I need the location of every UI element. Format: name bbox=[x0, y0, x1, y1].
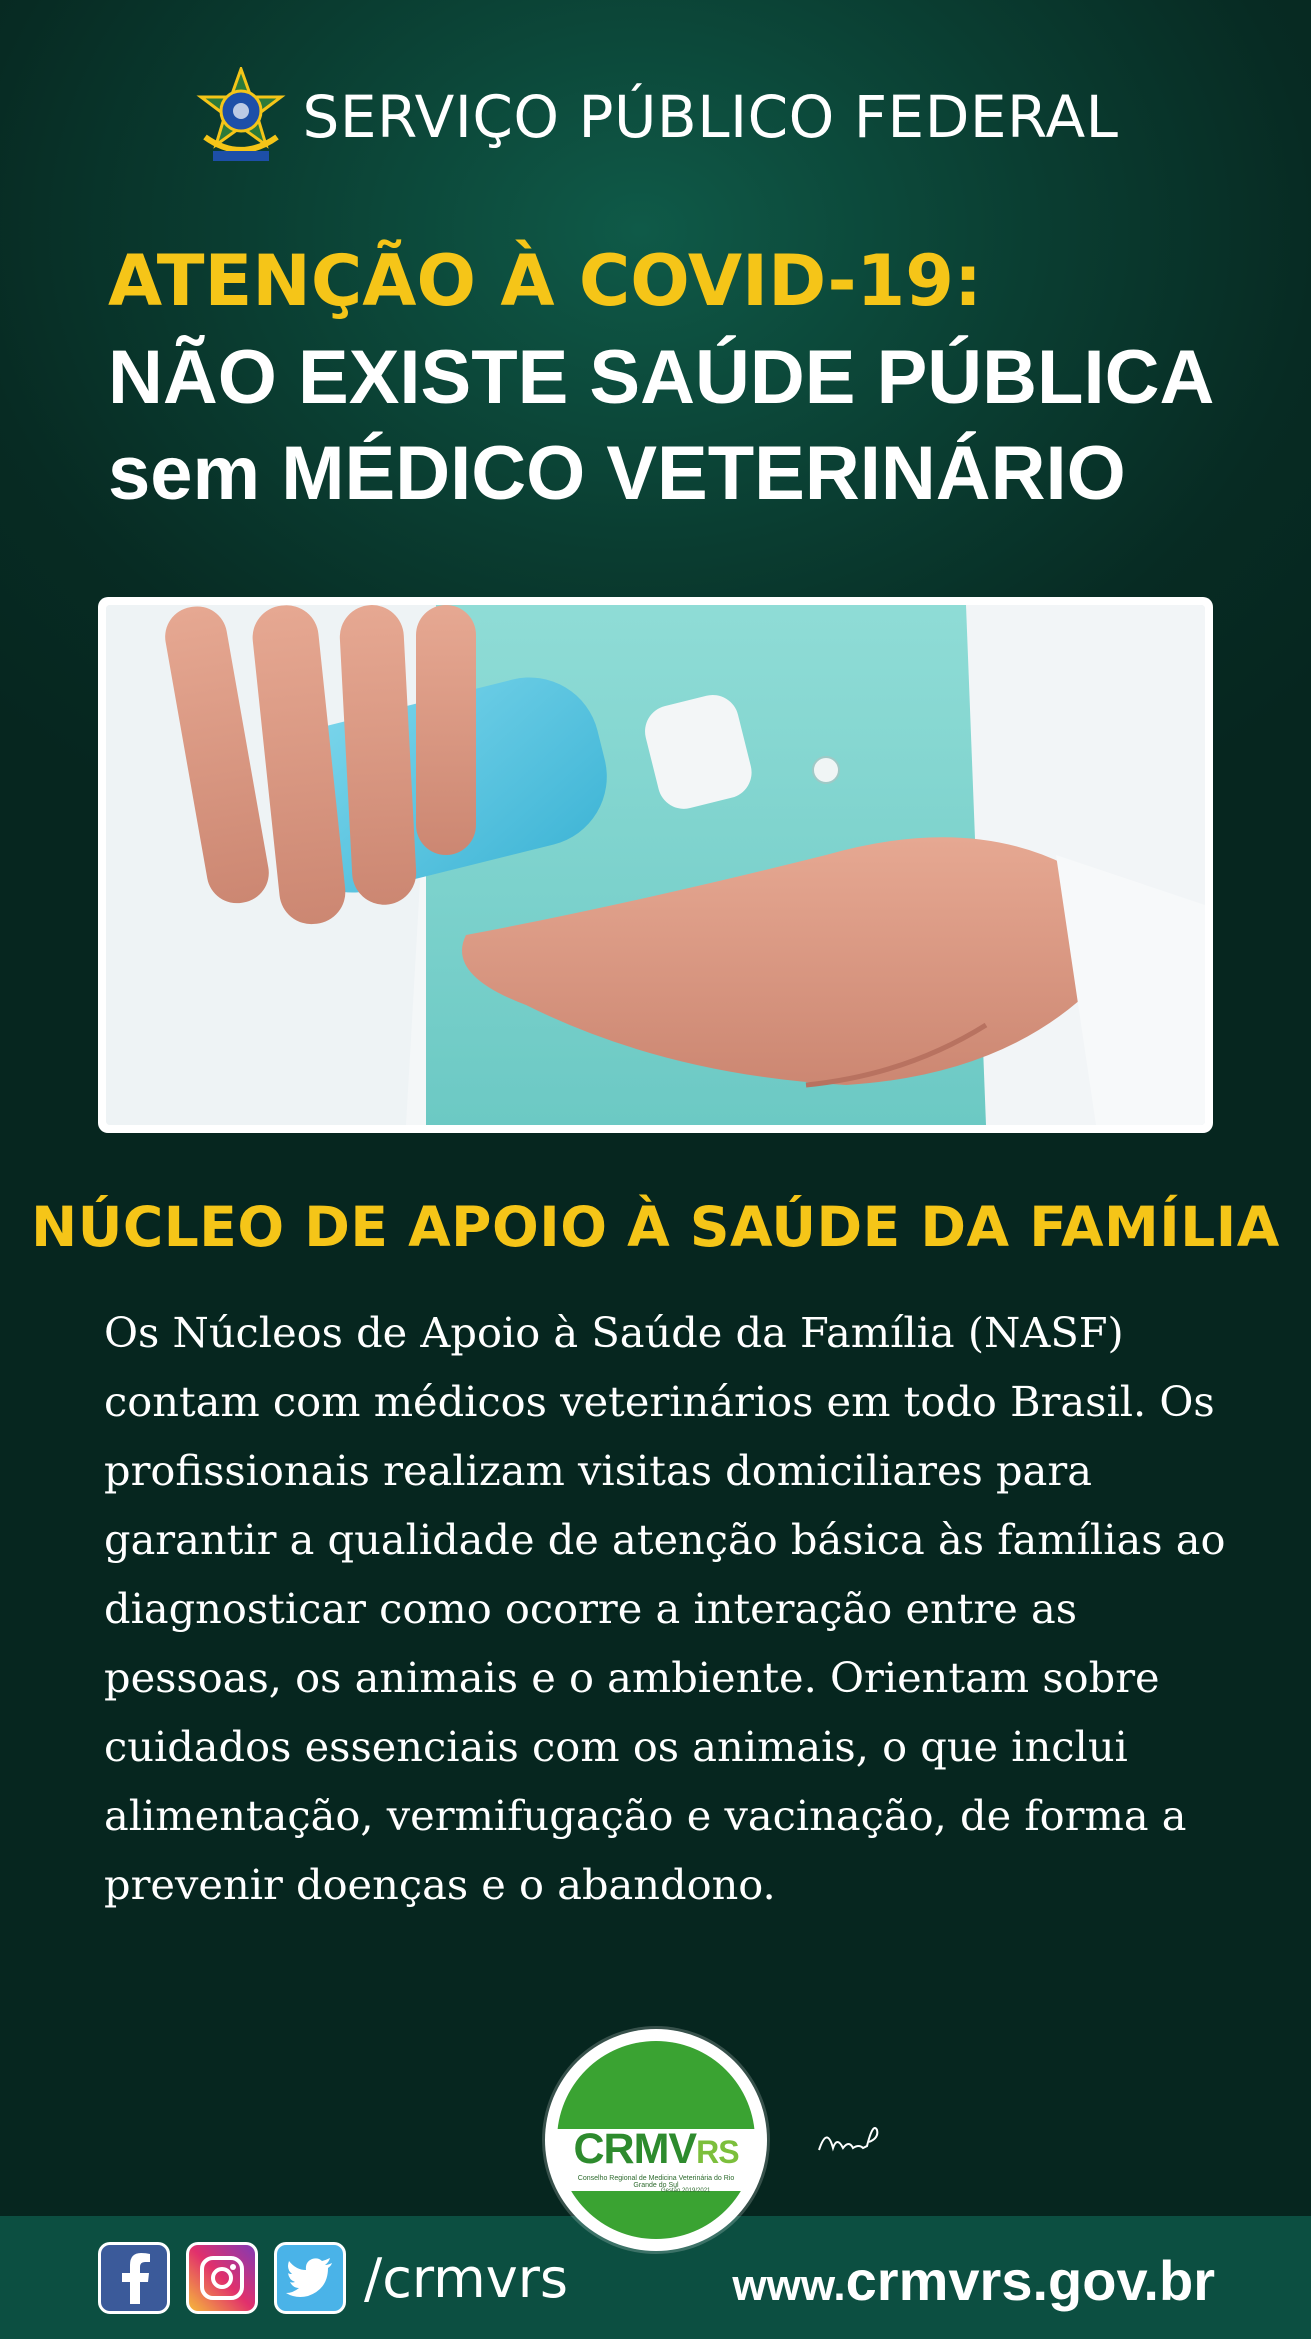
hand-sanitizer-photo bbox=[98, 597, 1213, 1133]
headline-covid: ATENÇÃO À COVID-19: bbox=[108, 240, 982, 322]
body-line: prevenir doenças e o abandono. bbox=[104, 1860, 776, 1909]
body-line: Os Núcleos de Apoio à Saúde da Família (NASF) bbox=[104, 1308, 1124, 1357]
logo-brand: CRMVRS bbox=[573, 2125, 739, 2173]
body-line: contam com médicos veterinários em todo Brasil. Os bbox=[104, 1377, 1215, 1426]
instagram-icon[interactable] bbox=[186, 2242, 258, 2314]
headline-line-2: NÃO EXISTE SAÚDE PÚBLICA bbox=[108, 335, 1215, 420]
body-line: profissionais realizam visitas domiciliares para bbox=[104, 1446, 1092, 1495]
website-link[interactable]: www.crmvrs.gov.br bbox=[732, 2249, 1215, 2312]
header bbox=[0, 62, 1311, 172]
body-line: garantir a qualidade de atenção básica às famílias ao bbox=[104, 1515, 1226, 1564]
facebook-icon[interactable] bbox=[98, 2242, 170, 2314]
twitter-icon[interactable] bbox=[274, 2242, 346, 2314]
signature-icon bbox=[815, 2118, 885, 2158]
social-links bbox=[98, 2242, 568, 2314]
body-line: cuidados essenciais com os animais, o que inclui bbox=[104, 1722, 1128, 1771]
headline bbox=[108, 232, 1258, 522]
social-handle[interactable]: /crmvrs bbox=[364, 2246, 569, 2310]
brazil-coat-of-arms-icon bbox=[193, 67, 289, 167]
body-line: diagnosticar como ocorre a interação entre as bbox=[104, 1584, 1078, 1633]
section-body bbox=[104, 1298, 1234, 1919]
logo-subtitle: Conselho Regional de Medicina Veterinária do Rio Grande do Sul bbox=[577, 2175, 735, 2189]
crmvrs-logo[interactable] bbox=[545, 2029, 767, 2251]
logo-term: Gestão 2019/2021 bbox=[661, 2188, 711, 2194]
header-title: SERVIÇO PÚBLICO FEDERAL bbox=[302, 83, 1119, 151]
body-line: alimentação, vermifugação e vacinação, de forma a bbox=[104, 1791, 1187, 1840]
body-line: pessoas, os animais e o ambiente. Orientam sobre bbox=[104, 1653, 1160, 1702]
headline-line-3: sem MÉDICO VETERINÁRIO bbox=[108, 431, 1126, 516]
section-title: NÚCLEO DE APOIO À SAÚDE DA FAMÍLIA bbox=[31, 1195, 1280, 1259]
